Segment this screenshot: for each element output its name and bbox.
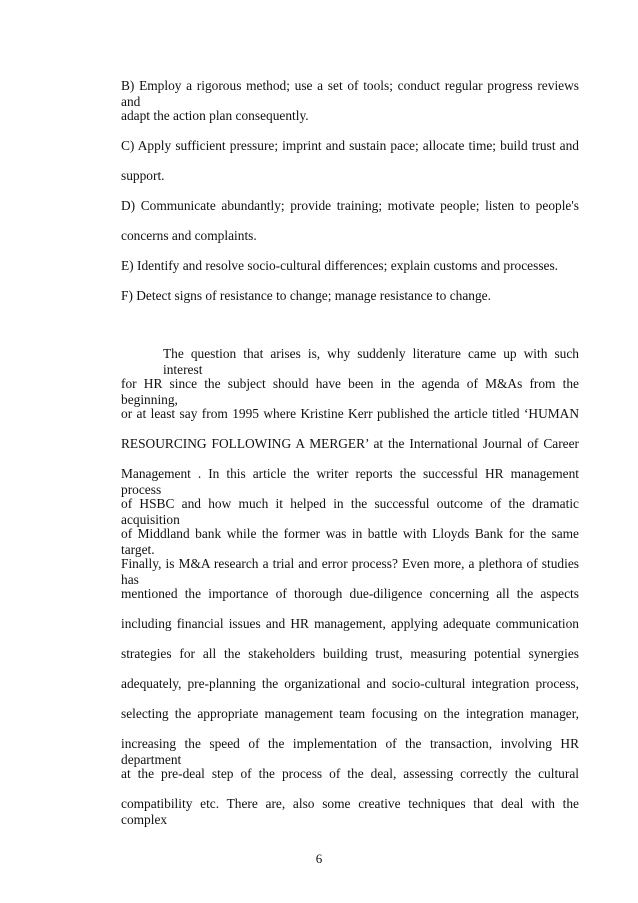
paragraph-line-14: increasing the speed of the implementation of the transaction, involving HR department <box>121 736 579 767</box>
list-item-b-line-1: B) Employ a rigorous method; use a set of tools; conduct regular progress reviews and <box>121 78 579 109</box>
list-item-c-line-1: C) Apply sufficient pressure; imprint and sustain pace; allocate time; build trust and <box>121 138 579 153</box>
paragraph-line-12: adequately, pre-planning the organizational and socio-cultural integration process, <box>121 676 579 691</box>
paragraph-line-4: RESOURCING FOLLOWING A MERGER’ at the International Journal of Career <box>121 436 579 451</box>
paragraph-line-2: for HR since the subject should have been in the agenda of M&As from the beginning, <box>121 376 579 407</box>
paragraph-line-7: of Middland bank while the former was in battle with Lloyds Bank for the same target. <box>121 526 579 557</box>
list-item-f: F) Detect signs of resistance to change; manage resistance to change. <box>121 288 491 303</box>
paragraph-line-1: The question that arises is, why suddenly literature came up with such interest <box>163 346 579 377</box>
list-item-e: E) Identify and resolve socio-cultural differences; explain customs and processes. <box>121 258 559 273</box>
paragraph-line-13: selecting the appropriate management team focusing on the integration manager, <box>121 706 579 721</box>
list-item-d-line-1: D) Communicate abundantly; provide training; motivate people; listen to people's <box>121 198 579 213</box>
paragraph-line-11: strategies for all the stakeholders building trust, measuring potential synergies <box>121 646 579 661</box>
paragraph-line-6: of HSBC and how much it helped in the successful outcome of the dramatic acquisition <box>121 496 579 527</box>
list-item-c-line-2: support. <box>121 168 165 183</box>
list-item-d-line-2: concerns and complaints. <box>121 228 257 243</box>
paragraph-line-8: Finally, is M&A research a trial and error process? Even more, a plethora of studies has <box>121 556 579 587</box>
paragraph-line-9: mentioned the importance of thorough due-diligence concerning all the aspects <box>121 586 579 601</box>
list-item-b-line-2: adapt the action plan consequently. <box>121 108 309 123</box>
paragraph-line-10: including financial issues and HR management, applying adequate communication <box>121 616 579 631</box>
paragraph-line-15: at the pre-deal step of the process of the deal, assessing correctly the cultural <box>121 766 579 781</box>
page-number: 6 <box>315 851 323 866</box>
paragraph-line-5: Management . In this article the writer reports the successful HR management process <box>121 466 579 497</box>
paragraph-line-16: compatibility etc. There are, also some creative techniques that deal with the complex <box>121 796 579 827</box>
paragraph-line-3: or at least say from 1995 where Kristine Kerr published the article titled ‘HUMAN <box>121 406 579 421</box>
